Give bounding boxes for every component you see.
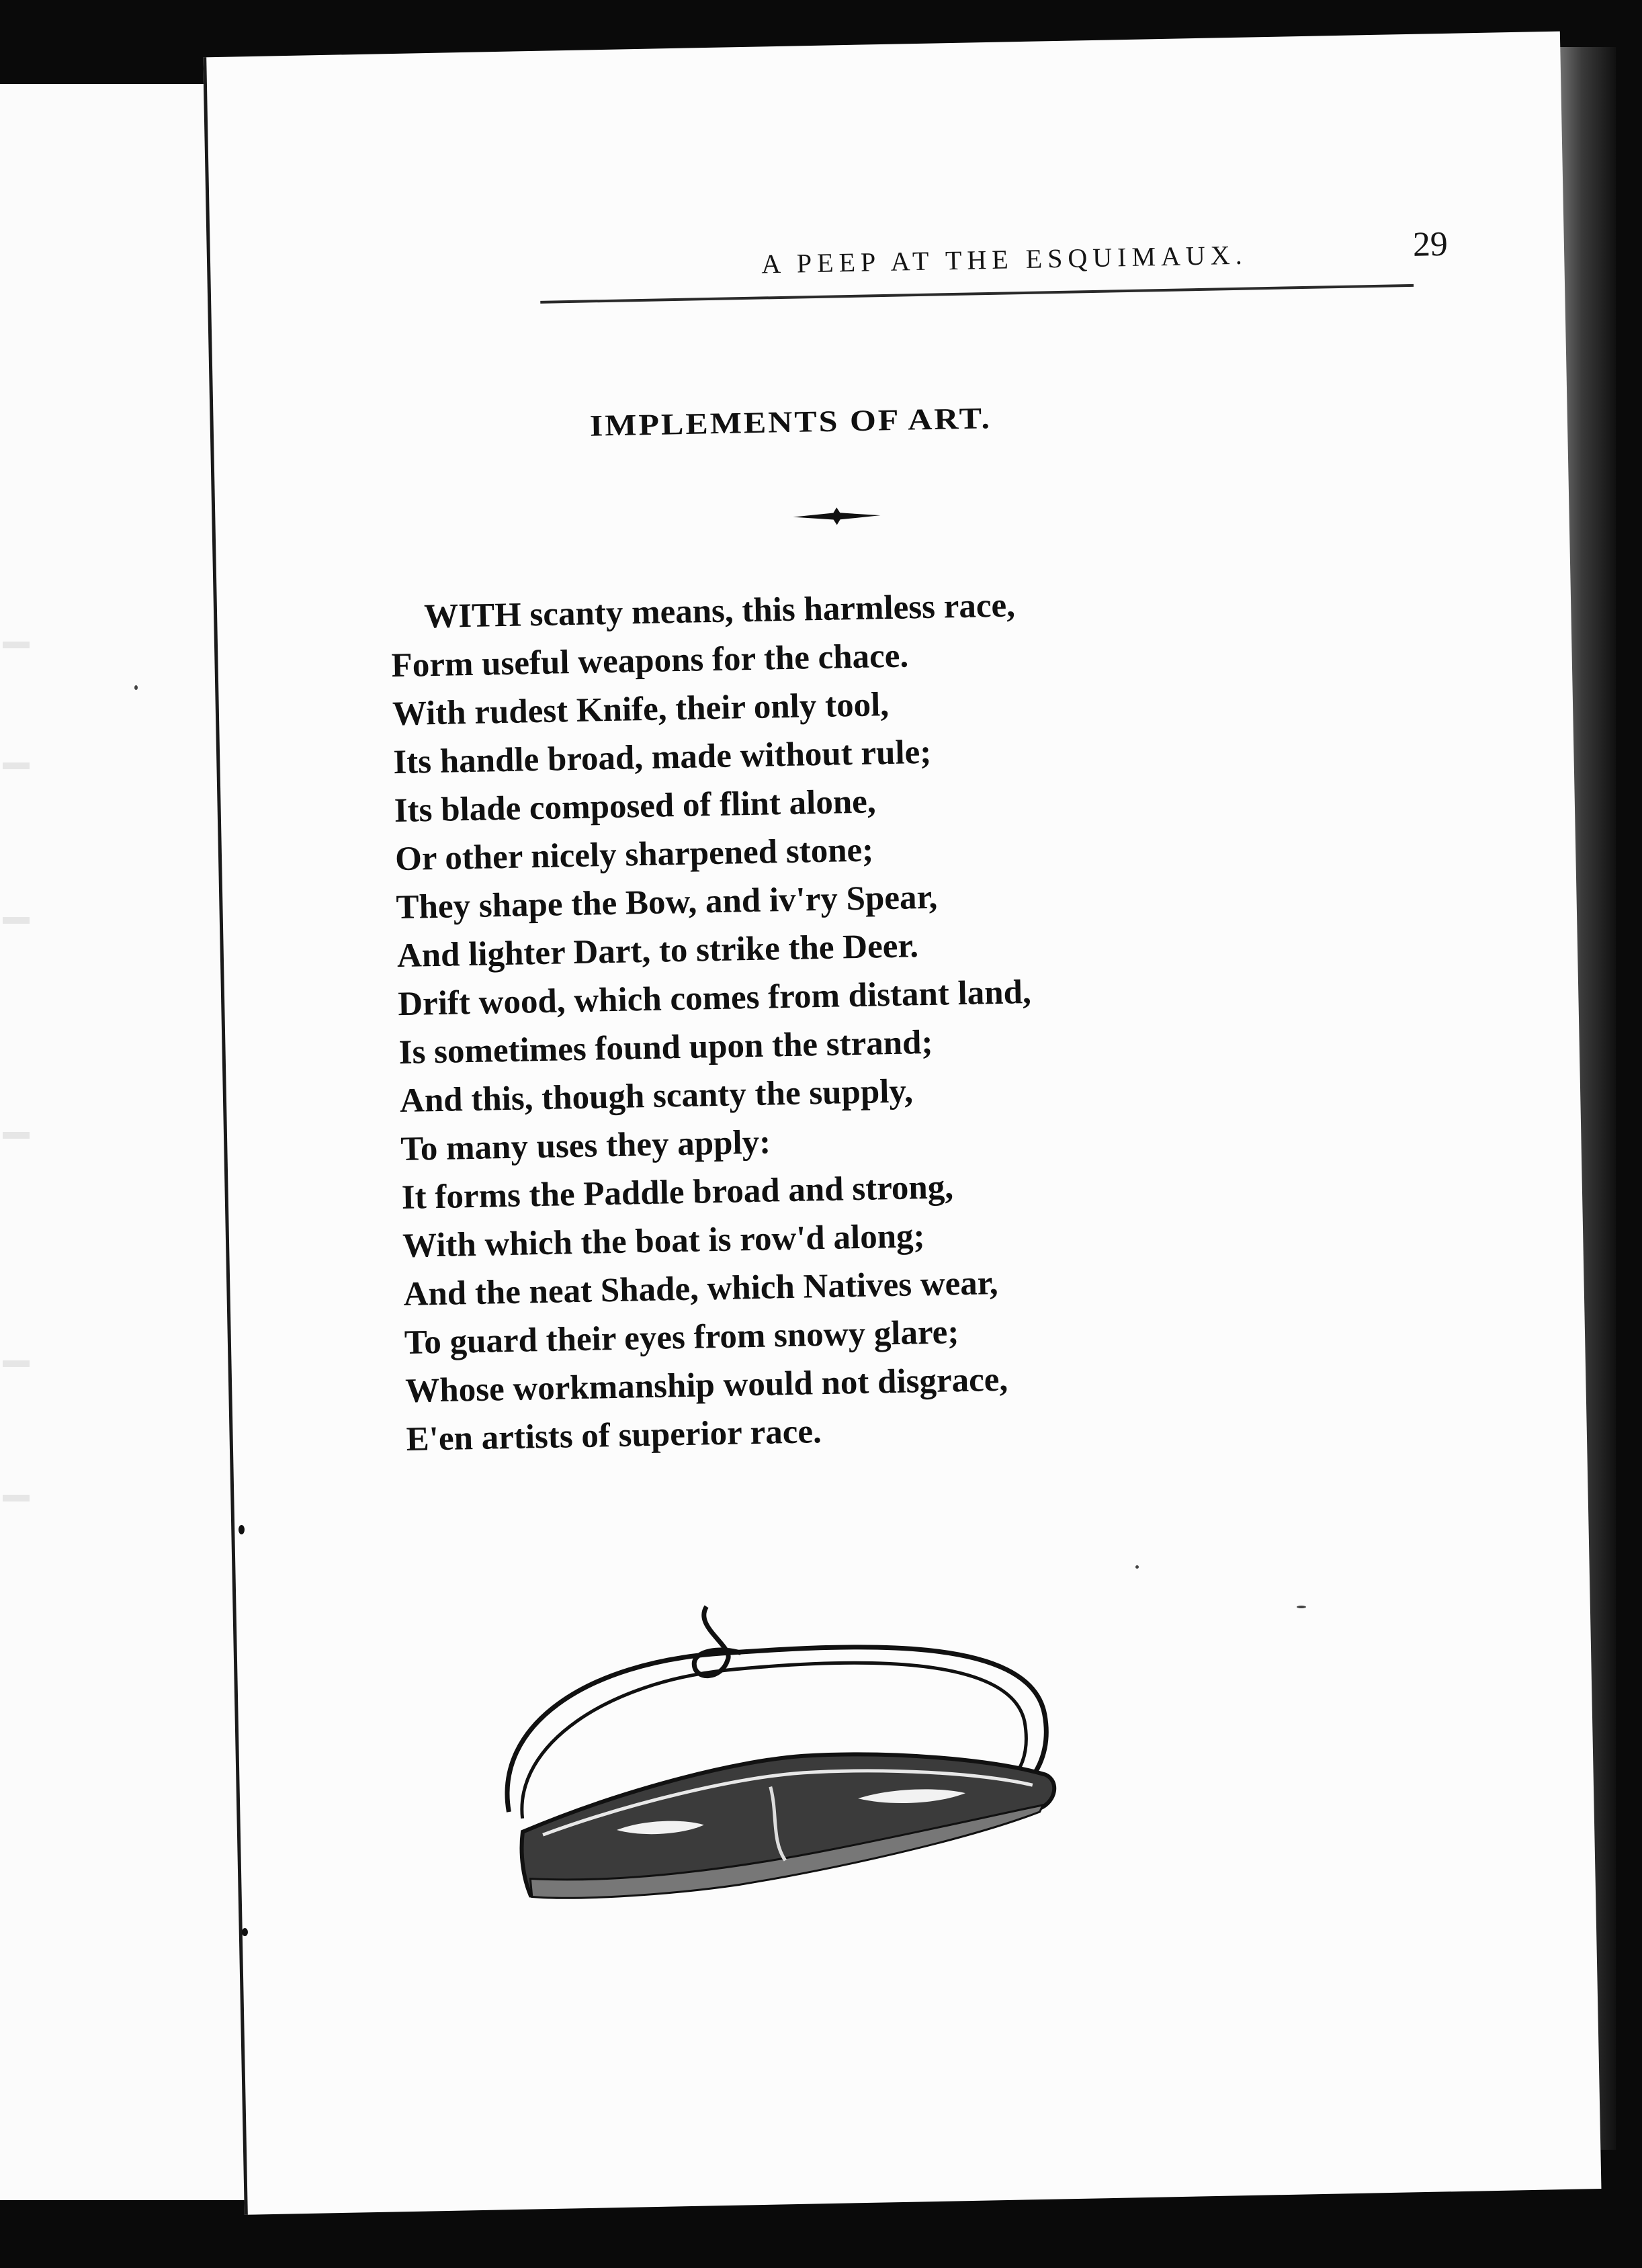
book-page (203, 32, 1601, 2215)
poem-line: And the neat Shade, which Natives wear, (403, 1264, 998, 1313)
poem-line: With which the boat is row'd along; (402, 1217, 926, 1266)
bleed-through-mark (3, 1132, 30, 1139)
running-head (378, 215, 1454, 310)
speck (239, 1525, 245, 1534)
poem-line: And this, though scanty the supply, (399, 1072, 914, 1121)
header-rule (540, 284, 1414, 304)
poem-line: It forms the Paddle broad and strong, (401, 1168, 954, 1217)
poem-line: And lighter Dart, to strike the Deer. (396, 927, 919, 975)
poem-line: Form useful weapons for the chace. (391, 637, 909, 685)
poem-line: Its handle broad, made without rule; (392, 733, 932, 782)
section-title: IMPLEMENTS OF ART. (589, 400, 992, 443)
poem-line: WITH scanty means, this harmless race, (423, 586, 1016, 636)
poem (390, 580, 1331, 1458)
speck (1135, 1565, 1139, 1569)
poem-line: To guard their eyes from snowy glare; (404, 1313, 959, 1362)
bleed-through-mark (3, 917, 30, 924)
snow-goggles-icon (451, 1579, 1129, 1927)
poem-line: Drift wood, which comes from distant land, (397, 973, 1032, 1024)
poem-line: Is sometimes found upon the strand; (398, 1023, 933, 1072)
poem-line: Whose workmanship would not disgrace, (404, 1360, 1008, 1410)
poem-line: They shape the Bow, and iv'ry Spear, (396, 878, 938, 927)
poem-line: Or other nicely sharpened stone; (394, 831, 874, 879)
bleed-through-mark (3, 762, 30, 769)
running-title: A PEEP AT THE ESQUIMAUX. (761, 239, 1248, 279)
speck (134, 685, 138, 690)
page-number: 29 (1412, 224, 1449, 264)
poem-line: Its blade composed of flint alone, (394, 783, 877, 830)
poem-line: To many uses they apply: (400, 1123, 771, 1169)
ornament-divider-icon (793, 505, 881, 527)
speck (1297, 1606, 1306, 1608)
bleed-through-mark (3, 642, 30, 648)
bleed-through-mark (3, 1360, 30, 1367)
poem-line: With rudest Knife, their only tool, (392, 685, 890, 734)
speck (242, 1928, 248, 1936)
bleed-through-mark (3, 1495, 30, 1501)
poem-line: E'en artists of superior race. (406, 1413, 822, 1458)
